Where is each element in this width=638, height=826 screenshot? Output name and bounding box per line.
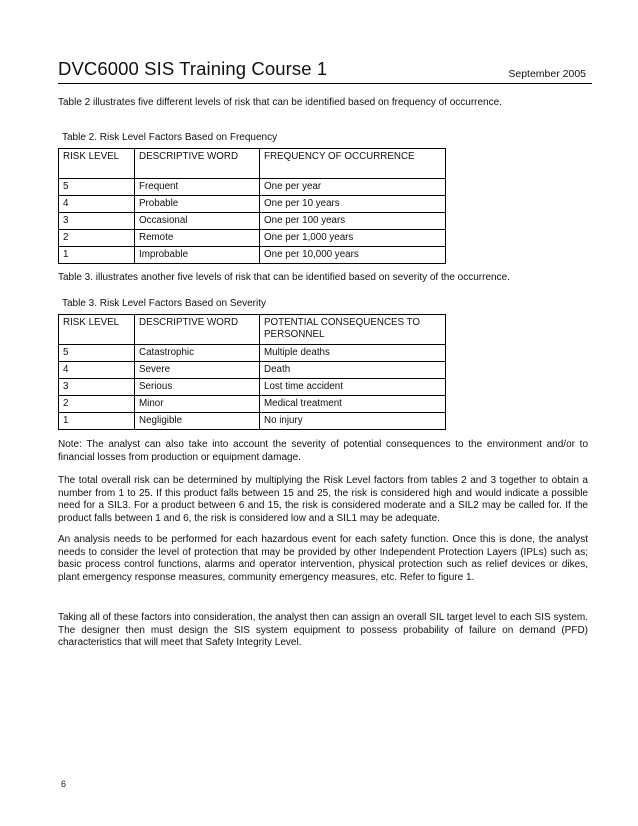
page-number: 6 [61, 779, 67, 789]
table-row [59, 230, 446, 247]
risk-level-cell: 2 [59, 230, 135, 247]
column-header-frequency: FREQUENCY OF OCCURRENCE [260, 149, 446, 179]
risk-level-cell: 2 [59, 396, 135, 413]
analysis-paragraph: An analysis needs to be performed for each hazardous event for each safety function. Once this is done, the analyst needs to consider the level of protection that may be provided by other Independent Protection Layers (IPLs) such as; basic process control functions, alarms and operator intervention, physical protection such as relief devices or dikes, plant emergency response measures, community emergency measures, etc. Refer to figure 1. [58, 534, 588, 583]
descriptive-word-cell: Occasional [135, 213, 260, 230]
risk-level-cell: 4 [59, 362, 135, 379]
table3-intro-text: Table 3. illustrates another five levels of risk that can be identified based on severity of the occurrence. [58, 272, 510, 283]
descriptive-word-cell: Remote [135, 230, 260, 247]
descriptive-word-cell: Negligible [135, 413, 260, 430]
descriptive-word-cell: Catastrophic [135, 345, 260, 362]
document-title: DVC6000 SIS Training Course 1 [58, 58, 328, 79]
descriptive-word-cell: Serious [135, 379, 260, 396]
risk-level-cell: 4 [59, 196, 135, 213]
consequence-cell: Medical treatment [260, 396, 446, 413]
column-header-risk-level: RISK LEVEL [59, 149, 135, 179]
column-header-descriptive-word: DESCRIPTIVE WORD [135, 149, 260, 179]
table-row [59, 196, 446, 213]
severity-risk-table [58, 314, 446, 430]
column-header-risk-level: RISK LEVEL [59, 315, 135, 345]
table3-caption: Table 3. Risk Level Factors Based on Severity [62, 298, 266, 309]
risk-level-cell: 1 [59, 413, 135, 430]
frequency-cell: One per 1,000 years [260, 230, 446, 247]
frequency-cell: One per 10 years [260, 196, 446, 213]
column-header-descriptive-word: DESCRIPTIVE WORD [135, 315, 260, 345]
table-row [59, 362, 446, 379]
descriptive-word-cell: Severe [135, 362, 260, 379]
frequency-cell: One per 100 years [260, 213, 446, 230]
note-paragraph: Note: The analyst can also take into account the severity of potential consequences to the environment and/or to financial losses from production or equipment damage. [58, 439, 588, 463]
table-row [59, 247, 446, 264]
table-row [59, 413, 446, 430]
frequency-cell: One per 10,000 years [260, 247, 446, 264]
table2-intro-text: Table 2 illustrates five different levels of risk that can be identified based on frequency of occurrence. [58, 97, 502, 108]
consequence-cell: Death [260, 362, 446, 379]
risk-level-cell: 1 [59, 247, 135, 264]
descriptive-word-cell: Minor [135, 396, 260, 413]
descriptive-word-cell: Frequent [135, 179, 260, 196]
page-header [58, 57, 592, 84]
consequence-cell: Multiple deaths [260, 345, 446, 362]
table2-caption: Table 2. Risk Level Factors Based on Frequency [62, 132, 278, 143]
descriptive-word-cell: Probable [135, 196, 260, 213]
frequency-cell: One per year [260, 179, 446, 196]
table-row [59, 379, 446, 396]
risk-level-cell: 3 [59, 213, 135, 230]
table-row [59, 396, 446, 413]
column-header-consequences: POTENTIAL CONSEQUENCES TO PERSONNEL [260, 315, 446, 345]
frequency-risk-table [58, 148, 446, 264]
risk-level-cell: 5 [59, 345, 135, 362]
risk-level-cell: 3 [59, 379, 135, 396]
table-header-row [59, 149, 446, 179]
overall-risk-paragraph: The total overall risk can be determined by multiplying the Risk Level factors from tables 2 and 3 together to obtain a number from 1 to 25. If this product falls between 15 and 25, the risk is considered high and would indicate a possible need for a SIL3. For a product between 6 and 15, the risk is considered moderate and a SIL2 may be called for. If the product falls between 1 and 6, the risk is considered low and a SIL1 may be adequate. [58, 475, 588, 524]
table-row [59, 213, 446, 230]
conclusion-paragraph: Taking all of these factors into consideration, the analyst then can assign an overall SIL target level to each SIS system. The designer then must design the SIS system equipment to possess probability of failure on demand (PFD) characteristics that will meet that Safety Integrity Level. [58, 612, 588, 648]
consequence-cell: Lost time accident [260, 379, 446, 396]
table-row [59, 179, 446, 196]
consequence-cell: No injury [260, 413, 446, 430]
risk-level-cell: 5 [59, 179, 135, 196]
document-date: September 2005 [508, 68, 586, 80]
table-row [59, 345, 446, 362]
table-header-row [59, 315, 446, 345]
descriptive-word-cell: Improbable [135, 247, 260, 264]
